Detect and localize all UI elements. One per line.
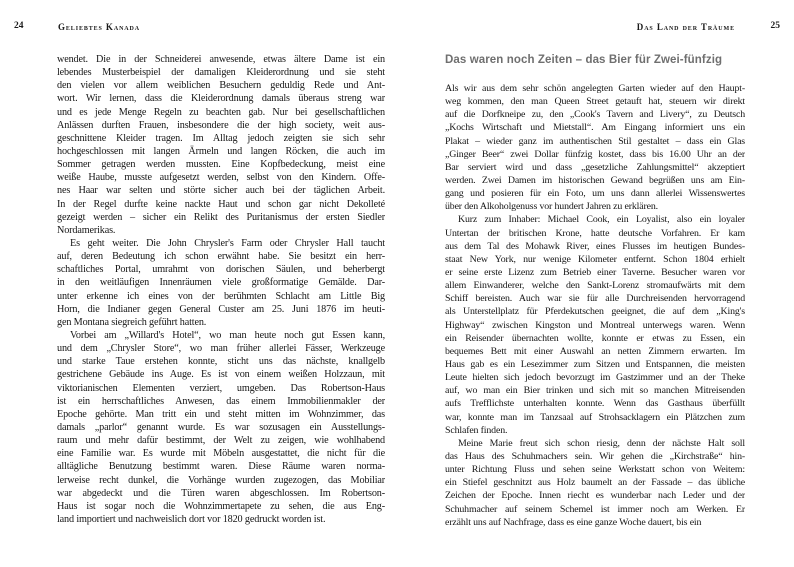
text-line: und dem „Chrysler Store“, wo man früher allerlei Fässer, Werkzeuge	[57, 343, 385, 355]
text-line: alltägliche Benutzung bestimmt waren. Diese Räume waren norma-	[57, 461, 385, 473]
left-page-text-column	[57, 53, 385, 526]
text-line: ein Reisender übernachten wollte, konnte er etwas zu Essen, ein	[445, 332, 745, 344]
text-line: das Haus des Schuhmachers sein. Wir gehen die „Kirchstraße“ hin-	[445, 450, 745, 462]
text-line: Anlässen durften Frauen, insbesondere die der high society, weit aus-	[57, 119, 385, 131]
text-line: wort. Wir lernen, dass die Kleiderordnung damals überaus streng war	[57, 93, 385, 105]
text-line: und starke Taue erstehen konnte, sticht uns das nächste, knallgelb	[57, 356, 385, 368]
text-line: Meine Marie freut sich schon riesig, denn der nächste Halt soll	[458, 437, 745, 449]
text-line: weiße Haube, musste aufgesetzt werden, selbst von den Kindern. Offe-	[57, 172, 385, 184]
text-line: gestrichene Gebäude ins Auge. Es ist von einem weißen Holzzaun, mit	[57, 369, 385, 381]
text-line: Vorbei am „Willard's Hotel“, wo man heute noch gut Essen kann,	[70, 329, 385, 341]
text-line: Leute hielten sich jedoch bevorzugt im Gastzimmer und an der Theke	[445, 372, 745, 384]
text-line: „Kochs Wirtschaft und Mietstall“. Am Eingang informiert uns ein	[445, 122, 745, 134]
text-line: Highway“ zwischen Kingston und Montreal unterwegs waren. Wenn	[445, 319, 745, 331]
text-line: viktorianischen Elementen verziert, umgeben. Das Robertson-Haus	[57, 382, 385, 394]
text-line: Zeichen der Epoche. Innen riecht es wunderbar nach Leder und der	[445, 490, 745, 502]
left-page-number: 24	[14, 21, 24, 31]
text-line: auf, wo man ein Bier trinken und sich mit so manchen Mitreisenden	[445, 385, 745, 397]
text-line: Schiff bereisten. Auch war sie für alle Durchreisenden hervorragend	[445, 293, 745, 305]
text-line: Es geht weiter. Die John Chrysler's Farm oder Chrysler Hall taucht	[70, 237, 385, 249]
text-line: unter erkenne ich eines von der berühmten Schlacht am Little Big	[57, 290, 385, 302]
text-line: auf, deren Bedeutung ich schon erwähnt habe. Sie besitzt ein herr-	[57, 251, 385, 263]
text-line: raum und mehr dafür bestimmt, der Welt zu zeigen, wie wohlhabend	[57, 435, 385, 447]
text-line: gezeigt werden – sicher ein Relikt des Puritanismus der ersten Siedler	[57, 211, 385, 223]
text-line: war abgedeckt und die Türen waren abgeschlossen. Im Robertson-	[57, 487, 385, 499]
text-line: bequemes Bett mit einer Auswahl an netten Zimmern erwarten. Im	[445, 345, 745, 357]
text-line: „Ginger Beer“ zwei Dollar fünfzig kostet, dass bis 16.00 Uhr an der	[445, 148, 745, 160]
text-line: ein Stiefel geschnitzt aus Holz baumelt an der Fassade – das übliche	[445, 477, 745, 489]
left-running-header: Geliebtes Kanada	[58, 21, 140, 32]
text-line: ist ein herrschaftliches Anwesen, das einem Immobilienmakler der	[57, 395, 385, 407]
text-line: land importiert und nachweislich dort vor 1820 gedruckt worden ist.	[57, 513, 326, 525]
text-line: Epoche gehörte. Man tritt ein und steht mitten im Wohnzimmer, das	[57, 408, 385, 420]
text-line: Als wir aus dem sehr schön angelegten Garten wieder auf den Haupt-	[445, 83, 745, 94]
text-line: gang und posieren für ein Foto, um uns dann allerlei Wissenswertes	[445, 188, 745, 200]
text-line: aus dem Tal des Mohawk River, eines Flusses im heutigen Bundes-	[445, 240, 745, 252]
text-line: über den Alkoholgenuss vor hundert Jahren zu erklären.	[445, 201, 658, 213]
text-line: Haus ist sogar noch die Wohnzimmertapete zu sehen, die aus Eng-	[57, 500, 385, 512]
text-line: Schuhmacher auf seinem Schemel ist immer noch am Werken. Er	[445, 503, 745, 515]
text-line: Untertan der britischen Krone, hatte deutsche Vorfahren. Er kam	[445, 227, 745, 239]
text-line: Horn, die Indianer gegen General Custer am 25. Juni 1876 im heuti-	[57, 303, 385, 315]
text-line: nes Haar war selten und störte sicher auch bei der täglichen Arbeit.	[57, 185, 385, 197]
text-line: aufs Trefflichste unterhalten konnte. Wenn das Gasthaus überfüllt	[445, 398, 745, 410]
text-line: Kurz zum Inhaber: Michael Cook, ein Loyalist, also ein loyaler	[458, 214, 745, 226]
text-line: erzählt uns auf Nachfrage, dass es eine ganze Woche dauert, bis ein	[445, 516, 702, 528]
right-page-text-column	[445, 52, 745, 529]
text-line: Nordamerikas.	[57, 224, 116, 236]
text-line: werden. Zwei Damen im historischen Gewand begrüßen uns am Ein-	[445, 174, 745, 186]
text-line: hochgeschlossen mit langen Ärmeln und langen Röcken, die auch im	[57, 145, 385, 157]
text-line: schaftliches Portal, umrahmt von dorischen Säulen, und beherbergt	[57, 264, 385, 276]
section-heading: Das waren noch Zeiten – das Bier für Zwei-fünfzig	[445, 54, 723, 66]
text-line: war, konnte man im Tanzsaal auf Strohsacklagern ein Plätzchen zum	[445, 411, 745, 423]
text-line: In der Regel durfte keine nackte Haut und schon gar nicht Dekolleté	[57, 198, 385, 210]
text-line: lerweise recht dunkel, die Vorhänge wurden zugezogen, das Mobiliar	[57, 474, 385, 486]
text-line: als Unterstellplatz für Pferdekutschen geeignet, die auf dem „King's	[445, 306, 745, 318]
text-line: Sommer getragen werden mussten. Eine Kopfbedeckung, meist eine	[57, 159, 385, 171]
text-line: staat New York, nur wenige Kilometer entfernt. Schon 1804 erhielt	[445, 253, 745, 265]
text-line: in den weitläufigen Innenräumen viele großformatige Gemälde. Dar-	[57, 277, 385, 289]
text-line: weg kommen, den man Queen Street getauft hat, steuern wir direkt	[445, 96, 745, 108]
right-page-number: 25	[770, 21, 780, 31]
text-line: eine Familie war. Es wurde mit Möbeln ausgestattet, die nicht für die	[57, 448, 385, 460]
text-line: allem Einwanderer, welche den Sankt-Lorenz stromaufwärts mit dem	[445, 280, 745, 292]
text-line: unter Richtung Fluss und sehen seine Werkstatt schon von Weitem:	[445, 464, 745, 476]
text-line: Schlafen finden.	[445, 424, 508, 436]
text-line: auf die Dorfkneipe zu, den „Cook's Tavern and Livery“, zu Deutsch	[445, 109, 745, 121]
right-running-header: Das Land der Träume	[636, 21, 735, 32]
text-line: gen Montana siegreich geführt hatten.	[57, 316, 207, 328]
text-line: damals „parlor“ genannt wurde. Es war sozusagen ein Ausstellungs-	[57, 421, 385, 433]
text-line: geschnittene Kleider tragen. Im Alltag jedoch zeigten sie sich sehr	[57, 132, 385, 144]
text-line: Bar serviert wird und dass „gesetzliche Zahlungsmittel“ akzeptiert	[445, 161, 745, 173]
text-line: Plakat – wieder ganz im authentischen Stil gestaltet – dass ein Glas	[445, 135, 745, 147]
text-line: lebendes Musterbeispiel der damaligen Kleiderordnung und sie steht	[57, 67, 385, 79]
text-line: wendet. Die in der Schneiderei anwesende, etwas ältere Dame ist ein	[57, 54, 385, 65]
text-line: er seine erste Lizenz zum Betrieb einer Taverne. Besucher waren vor	[445, 266, 745, 278]
text-line: und es jede Menge Regeln zu beachten gab. Nur bei gesellschaftlichen	[57, 106, 385, 118]
text-line: Haus gab es ein Lesezimmer zum Sitzen und Entspannen, die meisten	[445, 358, 745, 370]
text-line: den vielen vor allem weiblichen Besuchern geduldig Rede und Ant-	[57, 80, 385, 92]
